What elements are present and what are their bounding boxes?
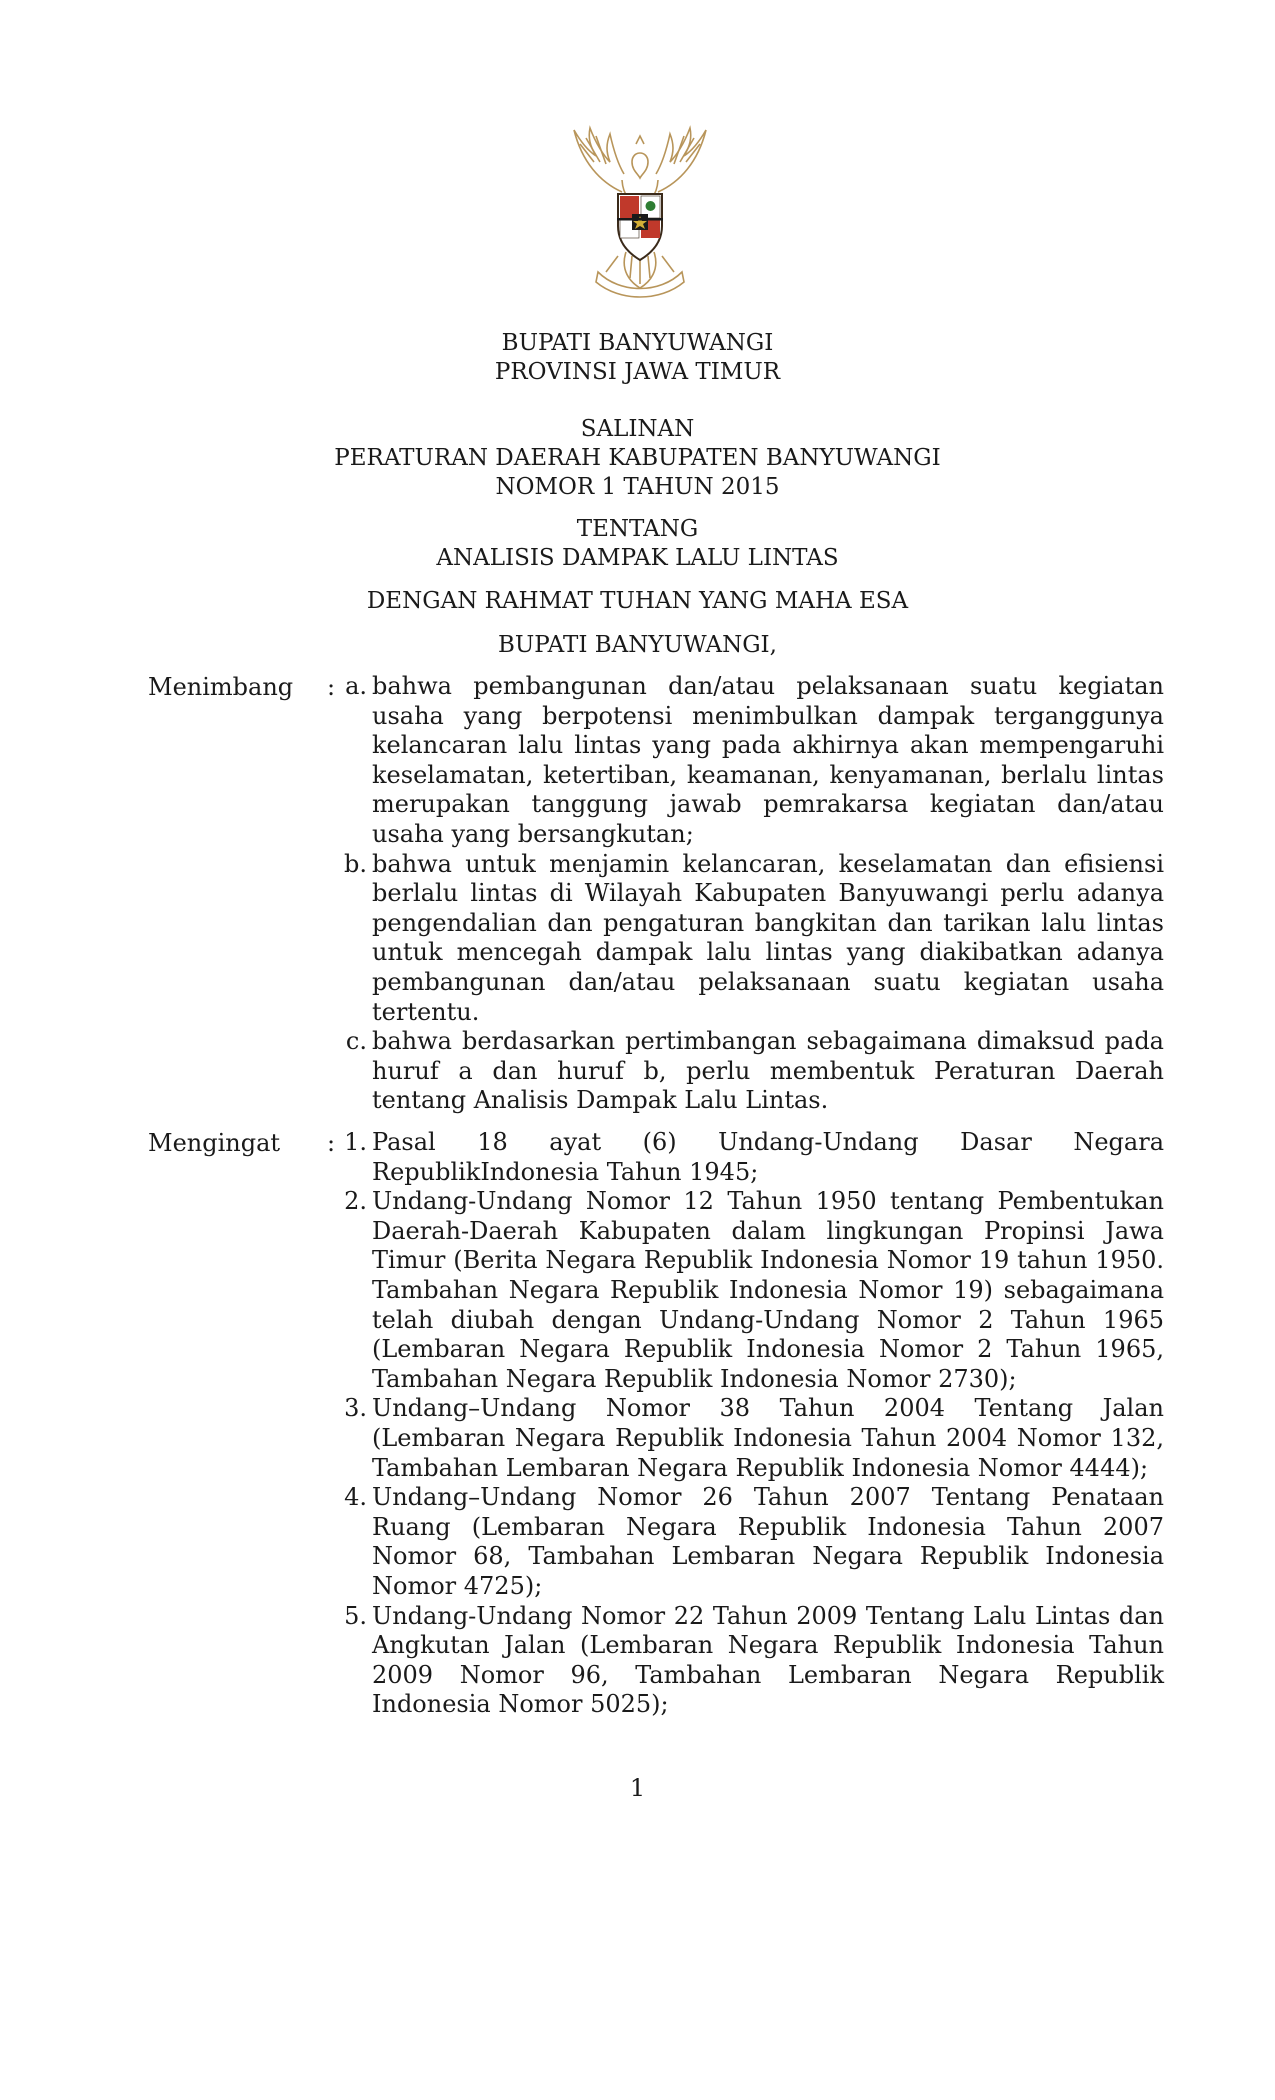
regulation-subject: ANALISIS DAMPAK LALU LINTAS	[436, 545, 839, 571]
authority-line: BUPATI BANYUWANGI,	[498, 632, 777, 658]
issuer-title: BUPATI BANYUWANGI	[501, 330, 774, 356]
mengingat-item	[326, 1128, 1164, 1187]
item-marker: 2.	[344, 1187, 367, 1216]
mengingat-colon: :	[327, 1129, 336, 1157]
menimbang-list	[326, 672, 1164, 1116]
mengingat-list	[326, 1128, 1164, 1720]
mengingat-item	[326, 1187, 1164, 1394]
item-text: Pasal 18 ayat (6) Undang-Undang Dasar Negara RepublikIndonesia Tahun 1945;	[372, 1128, 1164, 1186]
item-text: bahwa untuk menjamin kelancaran, keselamatan dan efisiensi berlalu lintas di Wilayah Kabupaten Banyuwangi perlu adanya pengendalian dan pengaturan bangkitan dan tarikan lalu lintas untuk mencegah dampak lalu lintas yang diakibatkan adanya pembangunan dan/atau pelaksanaan suatu kegiatan usaha tertentu.	[372, 849, 1164, 1026]
about-label: TENTANG	[576, 516, 699, 542]
item-text: Undang–Undang Nomor 38 Tahun 2004 Tentang Jalan (Lembaran Negara Republik Indonesia Tahun 2004 Nomor 132, Tambahan Lembaran Negara Republik Indonesia Nomor 4444);	[372, 1394, 1164, 1482]
item-text: Undang–Undang Nomor 26 Tahun 2007 Tentang Penataan Ruang (Lembaran Negara Republik Indonesia Tahun 2007 Nomor 68, Tambahan Lembaran Negara Republik Indonesia Nomor 4725);	[372, 1483, 1164, 1600]
item-marker: b.	[344, 849, 367, 878]
item-marker: 1.	[344, 1128, 367, 1156]
province-title: PROVINSI JAWA TIMUR	[494, 359, 781, 385]
copy-label: SALINAN	[580, 416, 695, 442]
mengingat-item	[326, 1394, 1164, 1483]
item-marker: 5.	[344, 1601, 367, 1630]
menimbang-label: Menimbang	[148, 673, 294, 701]
page-number: 1	[629, 1774, 646, 1802]
menimbang-item	[326, 850, 1164, 1028]
item-marker: 4.	[344, 1483, 367, 1512]
mengingat-label: Mengingat	[148, 1129, 281, 1157]
menimbang-item	[326, 672, 1164, 850]
invocation: DENGAN RAHMAT TUHAN YANG MAHA ESA	[366, 588, 909, 614]
menimbang-item	[326, 1027, 1164, 1116]
garuda-emblem-icon	[560, 122, 720, 302]
regulation-number: NOMOR 1 TAHUN 2015	[495, 474, 780, 500]
item-text: Undang-Undang Nomor 22 Tahun 2009 Tentang Lalu Lintas dan Angkutan Jalan (Lembaran Negara Republik Indonesia Tahun 2009 Nomor 96, Tambahan Lembaran Negara Republik Indonesia Nomor 5025);	[372, 1601, 1164, 1719]
item-marker: 3.	[344, 1394, 367, 1423]
garuda-emblem-svg	[560, 122, 720, 302]
regulation-title: PERATURAN DAERAH KABUPATEN BANYUWANGI	[334, 445, 941, 471]
mengingat-item	[326, 1602, 1164, 1720]
item-text: Undang-Undang Nomor 12 Tahun 1950 tentang Pembentukan Daerah-Daerah Kabupaten dalam lingkungan Propinsi Jawa Timur (Berita Negara Republik Indonesia Nomor 19 tahun 1950. Tambahan Negara Republik Indonesia Nomor 19) sebagaimana telah diubah dengan Undang-Undang Nomor 2 Tahun 1965 (Lembaran Negara Republik Indonesia Nomor 2 Tahun 1965, Tambahan Negara Republik Indonesia Nomor 2730);	[372, 1187, 1164, 1393]
item-text: bahwa berdasarkan pertimbangan sebagaimana dimaksud pada huruf a dan huruf b, perlu membentuk Peraturan Daerah tentang Analisis Dampak Lalu Lintas.	[372, 1027, 1164, 1115]
item-text: bahwa pembangunan dan/atau pelaksanaan suatu kegiatan usaha yang berpotensi menimbulkan dampak terganggunya kelancaran lalu lintas yang pada akhirnya akan mempengaruhi keselamatan, ketertiban, keamanan, kenyamanan, berlalu lintas merupakan tanggung jawab pemrakarsa kegiatan dan/atau usaha yang bersangkutan;	[372, 672, 1164, 848]
menimbang-colon: :	[327, 673, 336, 701]
item-marker: a.	[345, 672, 367, 700]
mengingat-item	[326, 1483, 1164, 1601]
item-marker: c.	[345, 1027, 367, 1056]
